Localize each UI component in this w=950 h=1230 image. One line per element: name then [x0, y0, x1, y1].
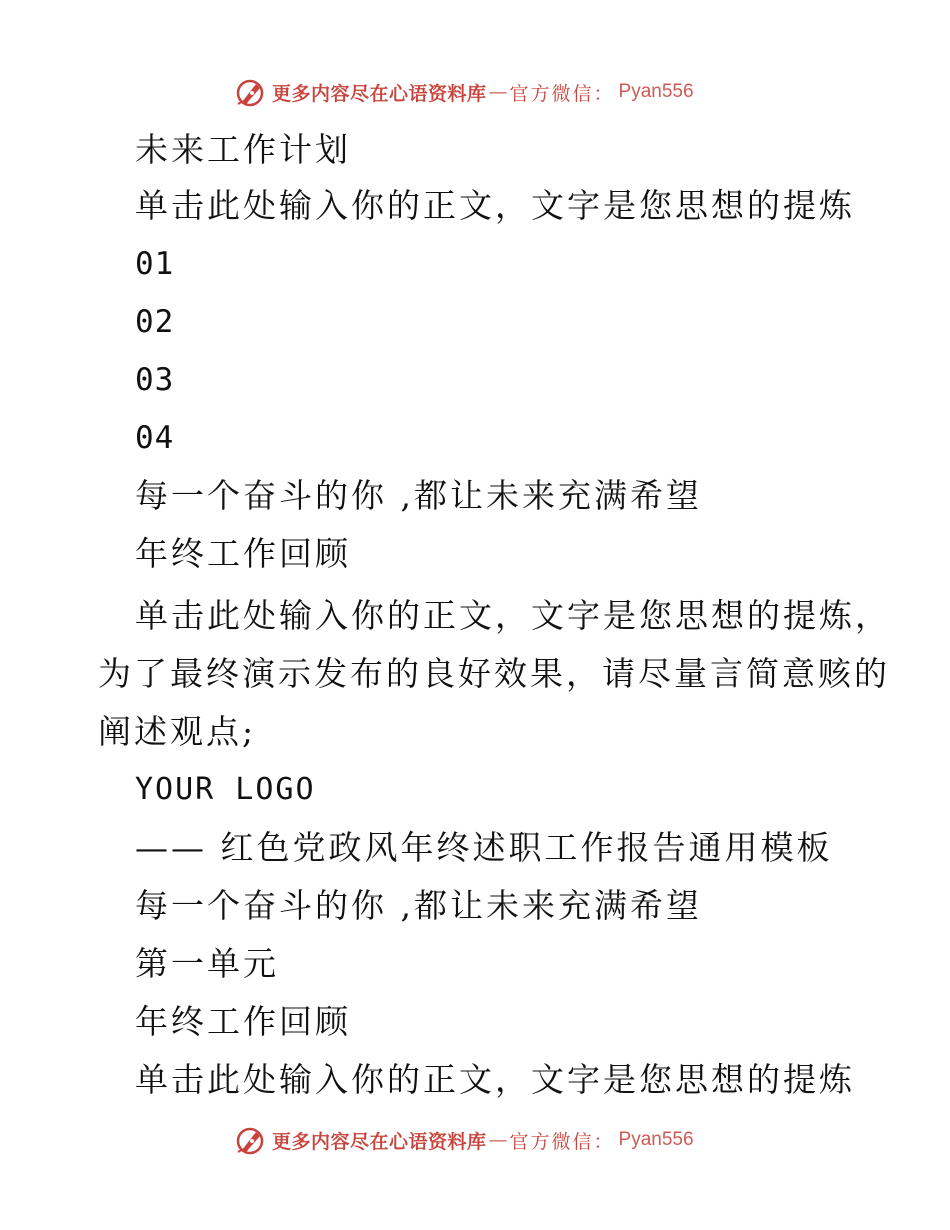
doc-line-number-03: 03	[135, 362, 175, 398]
doc-line-your-logo: YOUR LOGO	[135, 772, 316, 807]
doc-line-year-review-2: 年终工作回顾	[135, 1002, 351, 1041]
header-dash: —	[488, 81, 508, 103]
footer-site-text: 更多内容尽在心语资料库	[272, 1130, 487, 1153]
header-wechat-id: Pyan556	[618, 81, 694, 102]
doc-line-number-02: 02	[135, 304, 175, 340]
header-wechat-label: 官方微信：	[509, 82, 615, 105]
doc-line-year-review: 年终工作回顾	[135, 534, 351, 573]
doc-line-paragraph-2: 为了最终演示发布的良好效果，请尽量言简意赅的	[98, 654, 890, 693]
doc-line-paragraph-3: 阐述观点;	[98, 712, 257, 751]
doc-line-slogan: 每一个奋斗的你 ,都让未来充满希望	[135, 476, 702, 515]
footer-watermark-banner	[0, 1120, 950, 1160]
doc-line-paragraph-1: 单击此处输入你的正文，文字是您思想的提炼，	[135, 596, 891, 635]
doc-line-body-text-2: 单击此处输入你的正文，文字是您思想的提炼	[135, 1060, 855, 1099]
header-watermark-inner	[234, 72, 694, 112]
pen-nib-logo-icon	[234, 76, 266, 108]
doc-line-number-04: 04	[135, 420, 175, 456]
header-site-text: 更多内容尽在心语资料库	[272, 82, 487, 105]
pen-nib-logo-icon	[234, 1124, 266, 1156]
header-watermark-banner	[0, 72, 950, 112]
footer-watermark-inner	[234, 1120, 694, 1160]
doc-line-body-text: 单击此处输入你的正文，文字是您思想的提炼	[135, 186, 855, 225]
footer-wechat-id: Pyan556	[618, 1129, 694, 1150]
doc-line-slogan-2: 每一个奋斗的你 ,都让未来充满希望	[135, 886, 702, 925]
doc-line-number-01: 01	[135, 246, 175, 282]
doc-line-template-title: —— 红色党政风年终述职工作报告通用模板	[135, 828, 833, 867]
footer-wechat-label: 官方微信：	[509, 1130, 615, 1153]
doc-line-unit-one: 第一单元	[135, 944, 279, 983]
footer-dash: —	[488, 1129, 508, 1151]
doc-line-future-plan: 未来工作计划	[135, 130, 351, 169]
